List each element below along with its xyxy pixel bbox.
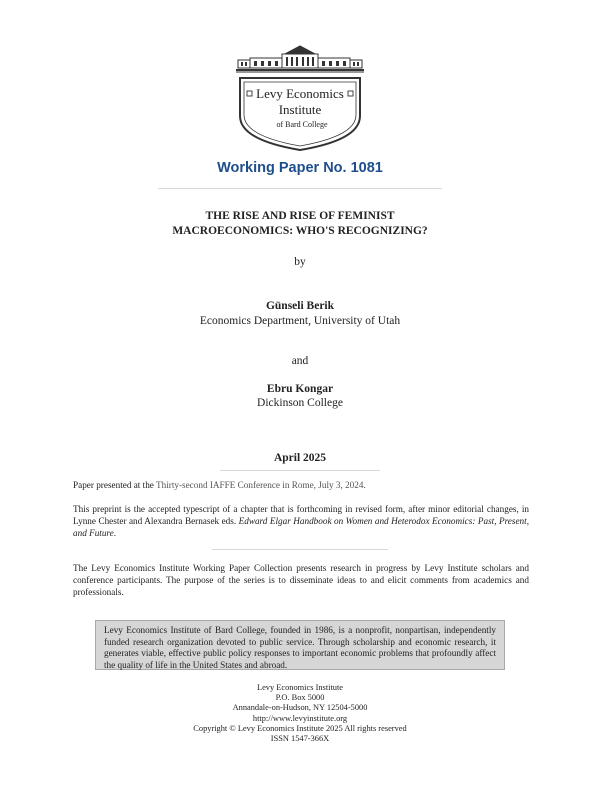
- address-line-3: Annandale-on-Hudson, NY 12504-5000: [232, 703, 368, 713]
- address-website: http://www.levyinstitute.org: [252, 713, 348, 723]
- logo-line-3: of Bard College: [276, 120, 328, 129]
- preprint-end: .: [113, 527, 117, 538]
- preprint-text: This preprint is the accepted typescript of a chapter that is forthcoming in revised form, after minor editorial changes, in Lynne Chester and Alexandra Bernasek eds.: [73, 504, 529, 526]
- and-label: and: [291, 355, 309, 367]
- logo-line-2: Institute: [278, 102, 322, 117]
- address-line-1: Levy Economics Institute: [256, 683, 344, 692]
- address-line-2: P.O. Box 5000: [275, 693, 325, 703]
- collection-note: The Levy Economics Institute Working Paper Collection presents research in progress by Levy Institute scholars and conference participants. The purpose of the series is to disseminate ideas to and elicit comments from academics and professionals.: [73, 563, 529, 597]
- institute-address: [0, 683, 600, 744]
- conference-name: Thirty-second IAFFE Conference in Rome, July 3, 2024.: [156, 480, 366, 490]
- author-2-affiliation: Dickinson College: [257, 397, 343, 409]
- publication-date: April 2025: [273, 452, 327, 464]
- address-issn: ISSN 1547-366X: [270, 734, 330, 744]
- institute-description-box: Levy Economics Institute of Bard College, founded in 1986, is a nonprofit, nonpartisan, independently funded research organization devoted to public service. Through scholarship and economic research, it generates viable, effective public policy responses to important economic problems that profoundly affect the quality of life in the United States and abroad.: [95, 620, 505, 670]
- building-icon: [236, 46, 364, 72]
- working-paper-number: Working Paper No. 1081: [217, 160, 383, 176]
- book-title: Edward Elgar Handbook on Women and Heterodox Economics: Past, Present, and Future: [73, 515, 529, 538]
- title-divider: [158, 188, 442, 189]
- by-label: by: [294, 256, 306, 268]
- paper-title: THE RISE AND RISE OF FEMINIST MACROECONOMICS: WHO'S RECOGNIZING?: [172, 210, 428, 237]
- presented-prefix: Paper presented at the: [73, 480, 156, 490]
- preprint-note: [73, 504, 529, 539]
- address-copyright: Copyright © Levy Economics Institute 2025 All rights reserved: [193, 723, 407, 733]
- logo-line-1: Levy Economics: [256, 86, 344, 101]
- levy-institute-logo: [230, 40, 370, 152]
- date-divider: [220, 470, 380, 471]
- author-1-name: Günseli Berik: [265, 300, 335, 312]
- author-2-name: Ebru Kongar: [266, 383, 334, 395]
- presented-note: [73, 480, 529, 492]
- author-1-affiliation: Economics Department, University of Utah: [199, 315, 401, 327]
- section-divider: [212, 549, 388, 550]
